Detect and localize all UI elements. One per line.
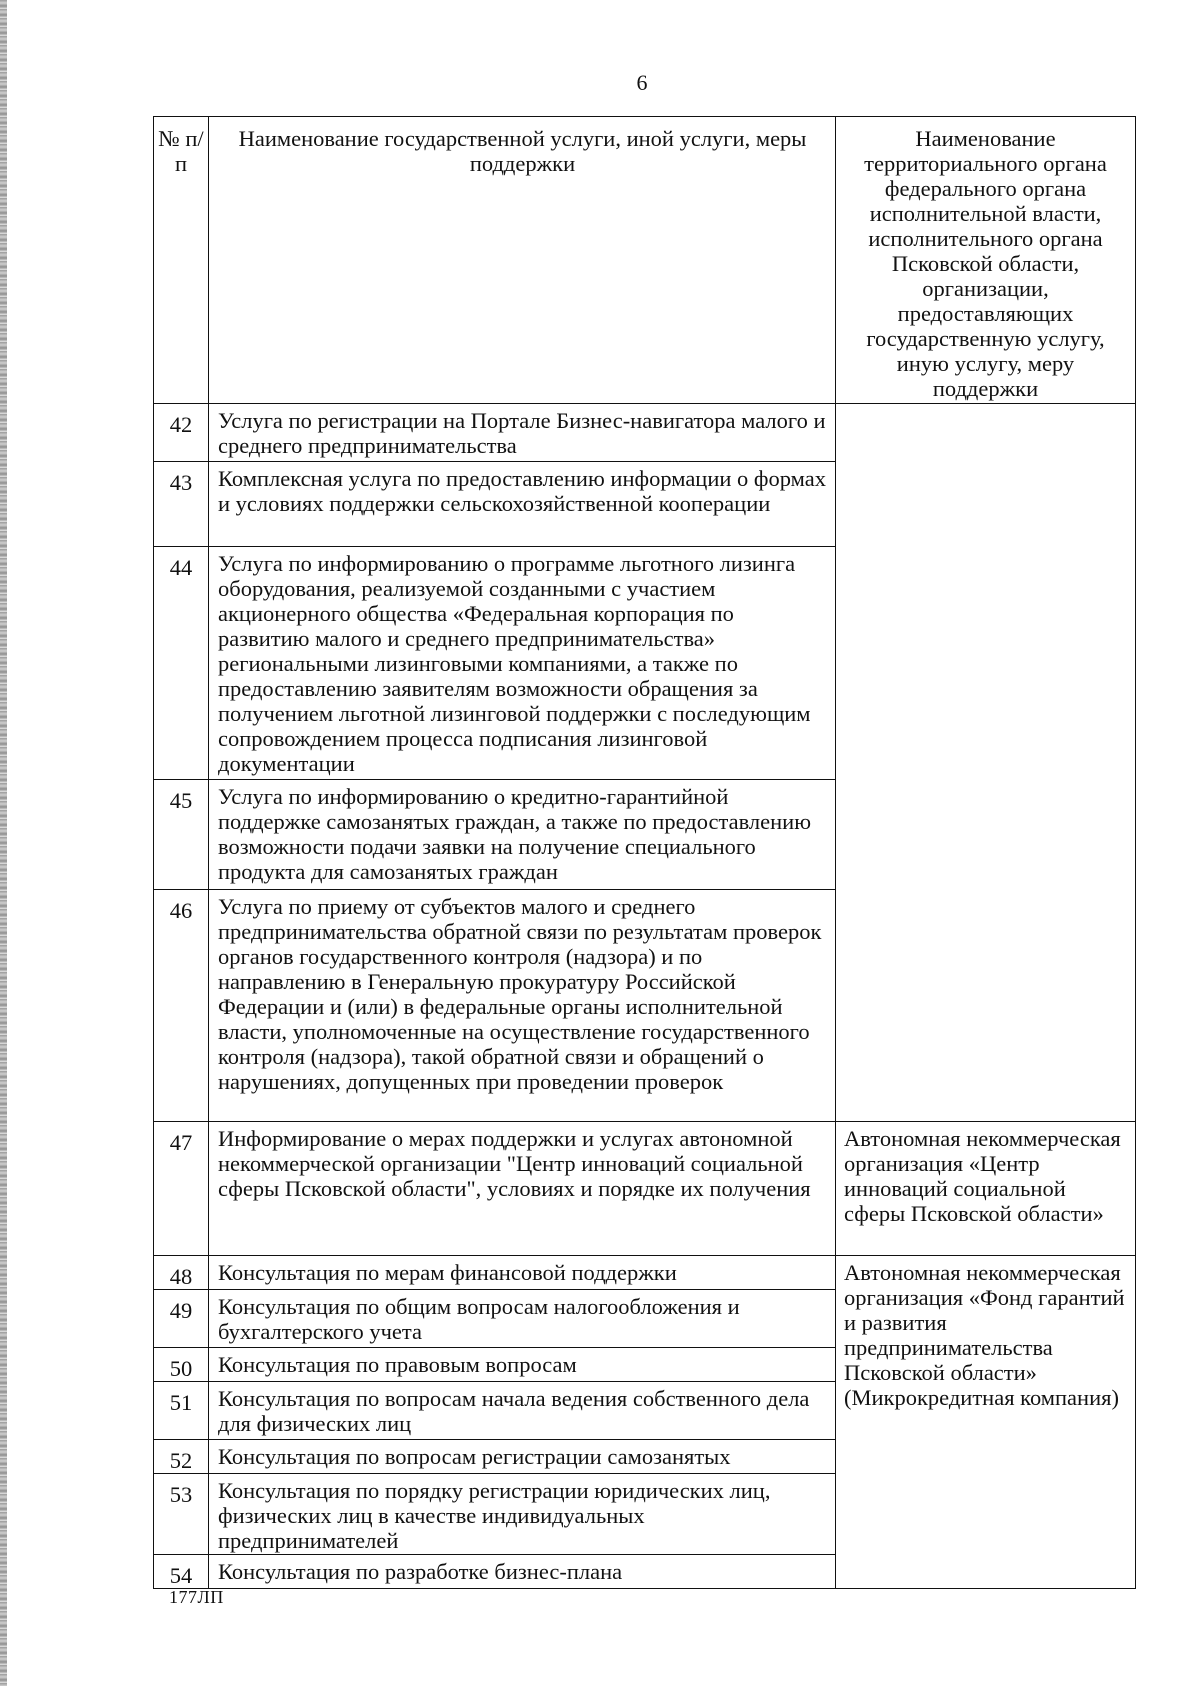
row-num: 50 [154,1348,209,1382]
table-header-row [154,117,1136,404]
org-cell-empty [836,404,1136,1122]
row-service-name: Консультация по вопросам начала ведения собственного дела для физических лиц [209,1382,836,1440]
scan-edge [0,0,7,1686]
row-num: 46 [154,890,209,1122]
row-service-name: Услуга по информированию о программе льготного лизинга оборудования, реализуемой созданными с участием акционерного общества «Федеральная корпорация по развитию малого и среднего предпринимательства» региональными лизинговыми компаниями, а также по предоставлению заявителям возможности обращения за получением льготной лизинговой поддержки с последующим сопровождением процесса подписания лизинговой документации [209,547,836,780]
row-service-name: Услуга по регистрации на Портале Бизнес-навигатора малого и среднего предпринимательства [209,404,836,462]
row-num: 44 [154,547,209,780]
row-service-name: Консультация по правовым вопросам [209,1348,836,1382]
header-service-name: Наименование государственной услуги, иной услуги, меры поддержки [209,117,836,404]
org-cell-center-innovations: Автономная некоммерческая организация «Центр инноваций социальной сферы Псковской области» [836,1122,1136,1256]
row-num: 52 [154,1440,209,1474]
document-code: 177ЛП [169,1587,224,1607]
row-service-name: Услуга по информированию о кредитно-гарантийной поддержке самозанятых граждан, а также по предоставлению возможности подачи заявки на получение специального продукта для самозанятых граждан [209,780,836,890]
row-service-name: Консультация по общим вопросам налогообложения и бухгалтерского учета [209,1290,836,1348]
row-service-name: Консультация по разработке бизнес-плана [209,1555,836,1589]
row-num: 49 [154,1290,209,1348]
header-org-name: Наименование территориального органа федерального органа исполнительной власти, исполнительного органа Псковской области, организации, предоставляющих государственную услугу, иную услугу, меру поддержки [836,117,1136,404]
table-row [154,1122,1136,1256]
org-cell-guarantee-fund: Автономная некоммерческая организация «Фонд гарантий и развития предпринимательства Псковской области» (Микрокредитная компания) [836,1256,1136,1589]
row-service-name: Комплексная услуга по предоставлению информации о формах и условиях поддержки сельскохозяйственной кооперации [209,462,836,547]
table-row [154,404,1136,462]
row-num: 47 [154,1122,209,1256]
row-num: 48 [154,1256,209,1290]
row-service-name: Услуга по приему от субъектов малого и среднего предпринимательства обратной связи по результатам проверок органов государственного контроля (надзора) и по направлению в Генеральную прокуратуру Российской Федерации и (или) в федеральные органы исполнительной власти, уполномоченные на осуществление государственного контроля (надзора), такой обратной связи и обращений о нарушениях, допущенных при проведении проверок [209,890,836,1122]
row-num: 54 [154,1555,209,1589]
row-service-name: Консультация по вопросам регистрации самозанятых [209,1440,836,1474]
row-num: 43 [154,462,209,547]
row-num: 45 [154,780,209,890]
row-service-name: Консультация по порядку регистрации юридических лиц, физических лиц в качестве индивидуальных предпринимателей [209,1474,836,1555]
row-service-name: Консультация по мерам финансовой поддержки [209,1256,836,1290]
row-num: 51 [154,1382,209,1440]
row-service-name: Информирование о мерах поддержки и услугах автономной некоммерческой организации "Центр инноваций социальной сферы Псковской области", условиях и порядке их получения [209,1122,836,1256]
row-num: 53 [154,1474,209,1555]
table-row [154,1256,1136,1290]
page-number: 6 [636,70,648,95]
header-num: № п/п [154,117,209,404]
row-num: 42 [154,404,209,462]
services-table [153,116,1136,1589]
